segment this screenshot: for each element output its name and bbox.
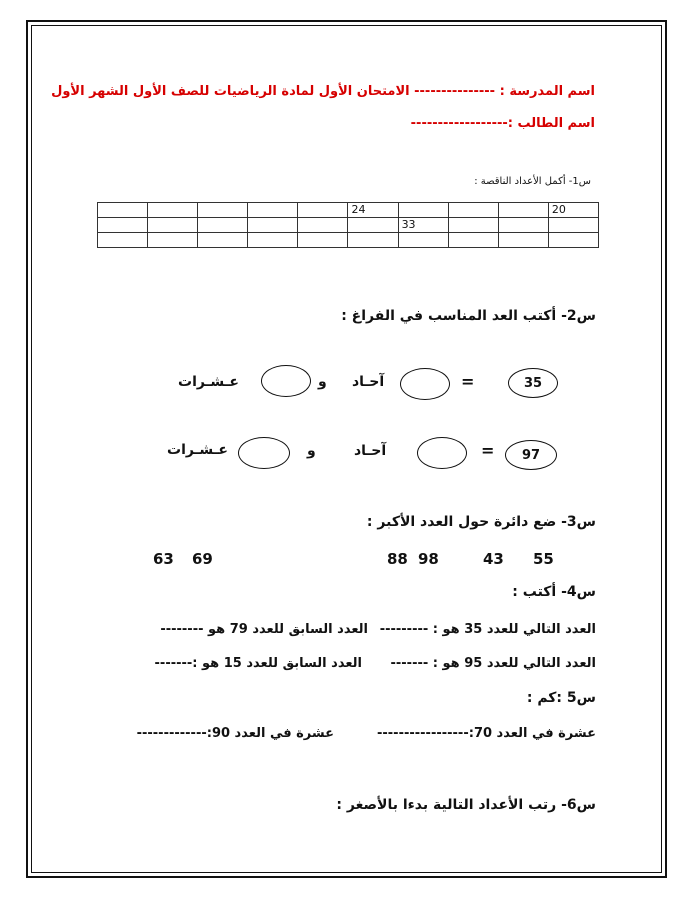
- table-cell[interactable]: 33: [398, 218, 448, 233]
- table-cell[interactable]: [448, 233, 498, 248]
- table-cell[interactable]: [498, 233, 548, 248]
- question-4-title: س4- أكتب :: [512, 584, 596, 600]
- table-cell[interactable]: [98, 218, 148, 233]
- and-word: و: [307, 443, 316, 459]
- table-cell[interactable]: 24: [348, 203, 398, 218]
- tens-in-70-line: عشرة في العدد 70:-----------------: [377, 726, 596, 741]
- table-cell[interactable]: [448, 203, 498, 218]
- table-cell[interactable]: [498, 218, 548, 233]
- table-cell[interactable]: [348, 218, 398, 233]
- table-cell[interactable]: [448, 218, 498, 233]
- next-number-95-line: العدد التالي للعدد 95 هو : -------: [390, 656, 596, 671]
- table-cell[interactable]: [398, 203, 448, 218]
- number-oval: 35: [508, 368, 558, 398]
- table-cell[interactable]: [548, 218, 598, 233]
- table-cell[interactable]: [398, 233, 448, 248]
- table-cell[interactable]: [298, 218, 348, 233]
- units-word: آحـاد: [354, 443, 387, 459]
- table-row: [98, 233, 599, 248]
- page-border-inner: [31, 25, 662, 873]
- units-answer-oval[interactable]: [400, 368, 450, 400]
- question-3-title: س3- ضع دائرة حول العدد الأكبر :: [366, 514, 596, 530]
- compare-number[interactable]: 69: [192, 550, 213, 568]
- table-cell[interactable]: [498, 203, 548, 218]
- units-answer-oval[interactable]: [417, 437, 467, 469]
- missing-numbers-table: [97, 202, 599, 248]
- units-word: آحـاد: [352, 374, 385, 390]
- table-cell[interactable]: 20: [548, 203, 598, 218]
- table-row: [98, 203, 599, 218]
- tens-in-90-line: عشرة في العدد 90:-------------: [136, 726, 334, 741]
- compare-number[interactable]: 98: [418, 550, 439, 568]
- table-cell[interactable]: [298, 233, 348, 248]
- table-cell[interactable]: [148, 233, 198, 248]
- table-cell[interactable]: [248, 203, 298, 218]
- exam-header-title: اسم المدرسة : --------------- الامتحان الأول لمادة الرياضيات للصف الأول الشهر الأول: [51, 84, 595, 99]
- next-number-35-line: العدد التالي للعدد 35 هو : ---------: [379, 622, 596, 637]
- table-cell[interactable]: [148, 203, 198, 218]
- table-row: [98, 218, 599, 233]
- equals-sign: =: [481, 441, 495, 460]
- table-cell[interactable]: [198, 218, 248, 233]
- previous-number-15-line: العدد السابق للعدد 15 هو :-------: [154, 656, 362, 671]
- table-cell[interactable]: [198, 203, 248, 218]
- table-cell[interactable]: [98, 233, 148, 248]
- table-cell[interactable]: [298, 203, 348, 218]
- and-word: و: [318, 374, 327, 390]
- question-1-title: س1- أكمل الأعداد الناقصة :: [474, 176, 591, 187]
- question-6-title: س6- رتب الأعداد التالية بدءا بالأصغر :: [336, 797, 596, 813]
- tens-word: عـشـرات: [178, 374, 239, 390]
- table-cell[interactable]: [548, 233, 598, 248]
- table-cell[interactable]: [248, 233, 298, 248]
- student-name-line: اسم الطالب :------------------: [410, 116, 595, 131]
- compare-number[interactable]: 55: [533, 550, 554, 568]
- table-cell[interactable]: [248, 218, 298, 233]
- table-cell[interactable]: [148, 218, 198, 233]
- equals-sign: =: [461, 372, 475, 391]
- tens-answer-oval[interactable]: [238, 437, 290, 469]
- question-5-title: س5 :كم :: [526, 690, 596, 706]
- compare-number[interactable]: 63: [153, 550, 174, 568]
- question-2-title: س2- أكتب العد المناسب في الفراغ :: [341, 308, 596, 324]
- number-oval: 97: [505, 440, 557, 470]
- compare-number[interactable]: 88: [387, 550, 408, 568]
- previous-number-79-line: العدد السابق للعدد 79 هو --------: [160, 622, 368, 637]
- compare-number[interactable]: 43: [483, 550, 504, 568]
- tens-answer-oval[interactable]: [261, 365, 311, 397]
- tens-word: عـشـرات: [167, 442, 228, 458]
- table-cell[interactable]: [98, 203, 148, 218]
- table-cell[interactable]: [198, 233, 248, 248]
- table-cell[interactable]: [348, 233, 398, 248]
